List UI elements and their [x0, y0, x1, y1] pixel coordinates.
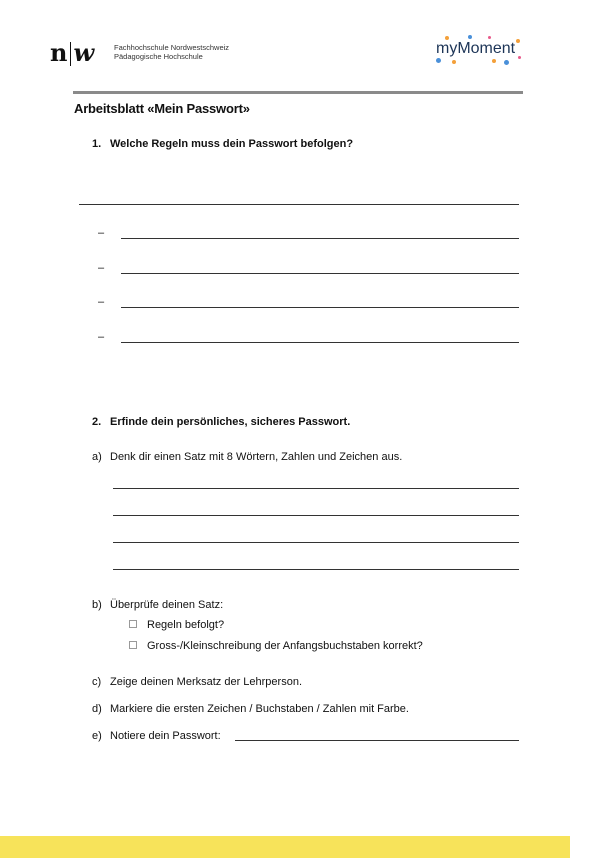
school-line-2: Pädagogische Hochschule — [114, 52, 203, 61]
school-name — [114, 43, 229, 61]
task-b-text: Überprüfe deinen Satz: — [110, 599, 224, 611]
checkbox-rules[interactable] — [129, 620, 137, 628]
answer-line[interactable] — [79, 204, 519, 205]
task-e-text: Notiere dein Passwort: — [110, 730, 221, 742]
task-d-label: d) — [92, 703, 102, 715]
sentence-line[interactable] — [113, 515, 519, 516]
rule-dash: – — [98, 262, 105, 274]
task-c-label: c) — [92, 676, 102, 688]
check-rules-label: Regeln befolgt? — [147, 619, 225, 631]
sentence-line[interactable] — [113, 488, 519, 489]
task-d-text: Markiere die ersten Zeichen / Buchstaben / Zahlen mit Farbe. — [110, 703, 409, 715]
checkbox-capitalization[interactable] — [129, 641, 137, 649]
sentence-line[interactable] — [113, 569, 519, 570]
logo-dot — [518, 56, 521, 59]
rule-answer-line[interactable] — [121, 273, 519, 274]
logo-dot — [488, 36, 491, 39]
rule-dash: – — [98, 296, 105, 308]
header-divider — [73, 91, 523, 94]
q2-number: 2. — [92, 416, 102, 428]
logo-dot — [468, 35, 472, 39]
task-a-label: a) — [92, 451, 102, 463]
logo-dot — [504, 60, 509, 65]
logo-dot — [452, 60, 456, 64]
rule-dash: – — [98, 227, 105, 239]
task-b-label: b) — [92, 599, 102, 611]
nw-logo-divider — [70, 42, 71, 66]
q1-text: Welche Regeln muss dein Passwort befolgen? — [110, 138, 354, 150]
task-c-text: Zeige deinen Merksatz der Lehrperson. — [110, 676, 302, 688]
q2-text: Erfinde dein persönliches, sicheres Passwort. — [110, 416, 351, 428]
q1-number: 1. — [92, 138, 102, 150]
sentence-line[interactable] — [113, 542, 519, 543]
task-a-text: Denk dir einen Satz mit 8 Wörtern, Zahlen und Zeichen aus. — [110, 451, 403, 463]
password-line[interactable] — [235, 740, 519, 741]
brand-name: myMoment — [436, 40, 516, 57]
nw-logo-n: n — [50, 38, 69, 67]
logo-dot — [516, 39, 520, 43]
check-capitalization-label: Gross-/Kleinschreibung der Anfangsbuchstaben korrekt? — [147, 640, 423, 652]
rule-answer-line[interactable] — [121, 307, 519, 308]
worksheet-title: Arbeitsblatt «Mein Passwort» — [74, 101, 250, 116]
rule-answer-line[interactable] — [121, 342, 519, 343]
task-e-label: e) — [92, 730, 102, 742]
nw-logo-w: w — [73, 38, 96, 67]
nw-logo — [50, 38, 95, 67]
logo-dot — [436, 58, 441, 63]
rule-dash: – — [98, 331, 105, 343]
footer-band — [0, 836, 570, 858]
school-line-1: Fachhochschule Nordwestschweiz — [114, 43, 230, 52]
logo-dot — [492, 59, 496, 63]
rule-answer-line[interactable] — [121, 238, 519, 239]
